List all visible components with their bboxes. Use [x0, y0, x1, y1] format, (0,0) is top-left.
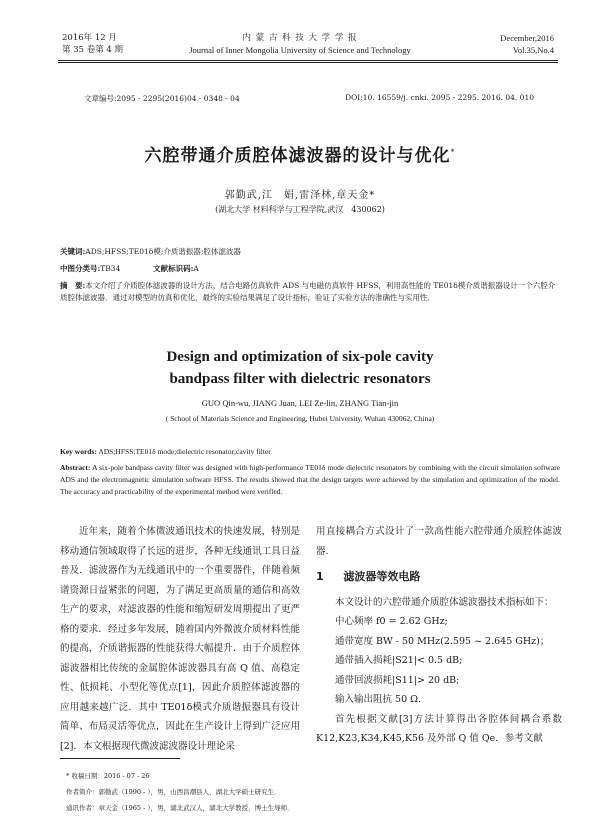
journal-date-volume-en — [500, 32, 554, 56]
page-title — [0, 141, 600, 166]
body-left-column — [60, 522, 300, 756]
doc-code-label: 文献标识码: — [153, 264, 194, 273]
doi: DOI:10. 16559/j. cnki. 2095 - 2295. 2016. 04. 010 — [345, 93, 534, 102]
keywords-cn — [60, 246, 560, 258]
title-en-line1: Design and optimization of six-pole cavity — [166, 349, 434, 365]
header-rule — [58, 60, 558, 61]
english-title — [0, 346, 600, 390]
doc-code: A — [193, 264, 199, 273]
affiliation-cn: (湖北大学 材料科学与工程学院,武汉 430062) — [215, 205, 385, 214]
closing-paragraph: 首先根据文献[3]方法计算得出各腔体间耦合系数 K12,K23,K34,K45,K56 及外部 Q 值 Qe．参考文献 — [316, 713, 562, 744]
title-footnote-mark: * — [450, 147, 456, 157]
journal-name-en: Journal of Inner Mongolia University of Science and Technology — [189, 45, 411, 55]
clc-code: TB34 — [100, 264, 121, 273]
section-number: 1 — [316, 570, 324, 583]
keywords-cn-text: ADS;HFSS;TE01δ模;介质谐振器;腔体滤波器 — [85, 247, 241, 256]
journal-date-volume — [62, 32, 123, 56]
footnote-author-intro: 作者简介：郭勤武（1990 - ），男，山西昌潮县人，湖北大学硕士研究生． — [66, 788, 281, 796]
authors-cn: 郭勤武,江 娟,雷泽林,章天金* — [224, 190, 376, 201]
journal-name — [150, 32, 450, 56]
issue-date-en: December,2016 — [500, 33, 554, 43]
clc-label: 中图分类号: — [60, 264, 101, 273]
issue-date-cn: 2016年 12 月 — [62, 33, 117, 43]
spec-item: 通带宽度 BW - 50 MHz(2.595 ~ 2.645 GHz)； — [335, 635, 550, 647]
section-heading — [316, 567, 562, 587]
authors-en: GUO Qin-wu, JIANG Juan, LEI Ze-lin, ZHANG Tian-jin — [201, 398, 399, 408]
abstract-cn — [60, 280, 560, 304]
classification — [60, 263, 560, 275]
footnote-received: * 收稿日期：2016 - 07 - 26 — [66, 772, 150, 780]
abstract-en-label: Abstract: — [60, 463, 91, 472]
spec-item: 输入输出阻抗 50 Ω. — [335, 694, 422, 705]
journal-name-cn: 内 蒙 古 科 技 大 学 学 报 — [242, 33, 358, 43]
abstract-en-text: A six-pole bandpass cavity filter was designed with high-performance TE01δ mode dielectric resonators by combining with the circuit simulation software ADS and the electromagnetic simulation software HFSS. The results showed that the design targets were achieved by the simulation and optimization of the model. The accuracy and practicability of the experimental method were verified. — [60, 463, 561, 496]
abstract-cn-label: 摘 要: — [60, 281, 86, 290]
keywords-en — [60, 446, 560, 458]
title-en-line2: bandpass filter with dielectric resonators — [169, 371, 431, 387]
abstract-en — [60, 462, 560, 498]
header-rule-double — [58, 62, 558, 63]
volume-issue-en: Vol.35,No.4 — [512, 45, 554, 55]
article-number: 文章编号:2095 - 2295(2016)04 - 0348 - 04 — [84, 94, 240, 103]
body-right-column — [316, 522, 562, 749]
abstract-cn-text: 本文介绍了介质腔体滤波器的设计方法，结合电路仿真软件 ADS 与电磁仿真软件 HFSS，利用高性能的 TE01δ模介质谐振器设计一个六腔介质腔体滤波器．通过对模型的仿真和优化，最终的实验结果满足了设计指标，验证了实验方法的准确性与实用性． — [60, 281, 556, 302]
spec-item: 通带插入损耗|S21|< 0.5 dB; — [335, 655, 463, 666]
volume-issue-cn: 第 35 卷第 4 期 — [62, 45, 124, 55]
intro-paragraph: 近年来，随着个体微波通讯技术的快速发展，特别是移动通信领域取得了长远的进步，各种无线通讯工具日益普及．滤波器作为无线通讯中的一个重要器件，伴随着频谱资源日益紧张的问题，为了满足更高质量的通信和高效生产的要求，对滤波器的性能和缩短研发周期提出了更严格的要求．经过多年发展，随着国内外微波介质材料性能的提高，介质谐振器的性能获得大幅提升．由于介质腔体滤波器相比传统的金属腔体滤波器具有高 Q 值、高稳定性、低损耗、小型化等优点[1]，因此介质腔体滤波器的应用越来越广泛．其中 TE01δ模式介质谐振器具有设计简单、布局灵活等优点，因此在生产设计上得到广泛应用[2]．本文根据现代微波滤波器设计理论采 — [60, 526, 300, 752]
affiliation-en: ( School of Materials Science and Engineering, Hubei University, Wuhan 430062, China) — [165, 414, 435, 423]
intro-continuation: 用直接耦合方式设计了一款高性能六腔带通介质腔体滤波器． — [316, 526, 562, 557]
footnote-corresponding: 通讯作者：章天金（1965 - ），男，湖北武汉人，湖北大学教授，博士生导师． — [66, 804, 294, 812]
footnote-rule — [60, 758, 180, 759]
spec-item: 通带回波损耗|S11|> 20 dB; — [335, 674, 460, 686]
article-identifiers — [84, 93, 534, 104]
keywords-en-label: Key words: — [60, 447, 97, 456]
spec-item: 中心频率 f0 = 2.62 GHz; — [335, 616, 448, 627]
keywords-cn-label: 关键词: — [60, 247, 86, 256]
keywords-en-text: ADS;HFSS;TE01δ mode;dielectric resonator;cavity filter — [98, 447, 271, 456]
title-cn: 六腔带通介质腔体滤波器的设计与优化 — [144, 146, 451, 166]
section-title: 滤波器等效电路 — [343, 570, 421, 583]
spec-intro: 本文设计的六腔带通介质腔体滤波器技术指标如下： — [335, 596, 554, 608]
